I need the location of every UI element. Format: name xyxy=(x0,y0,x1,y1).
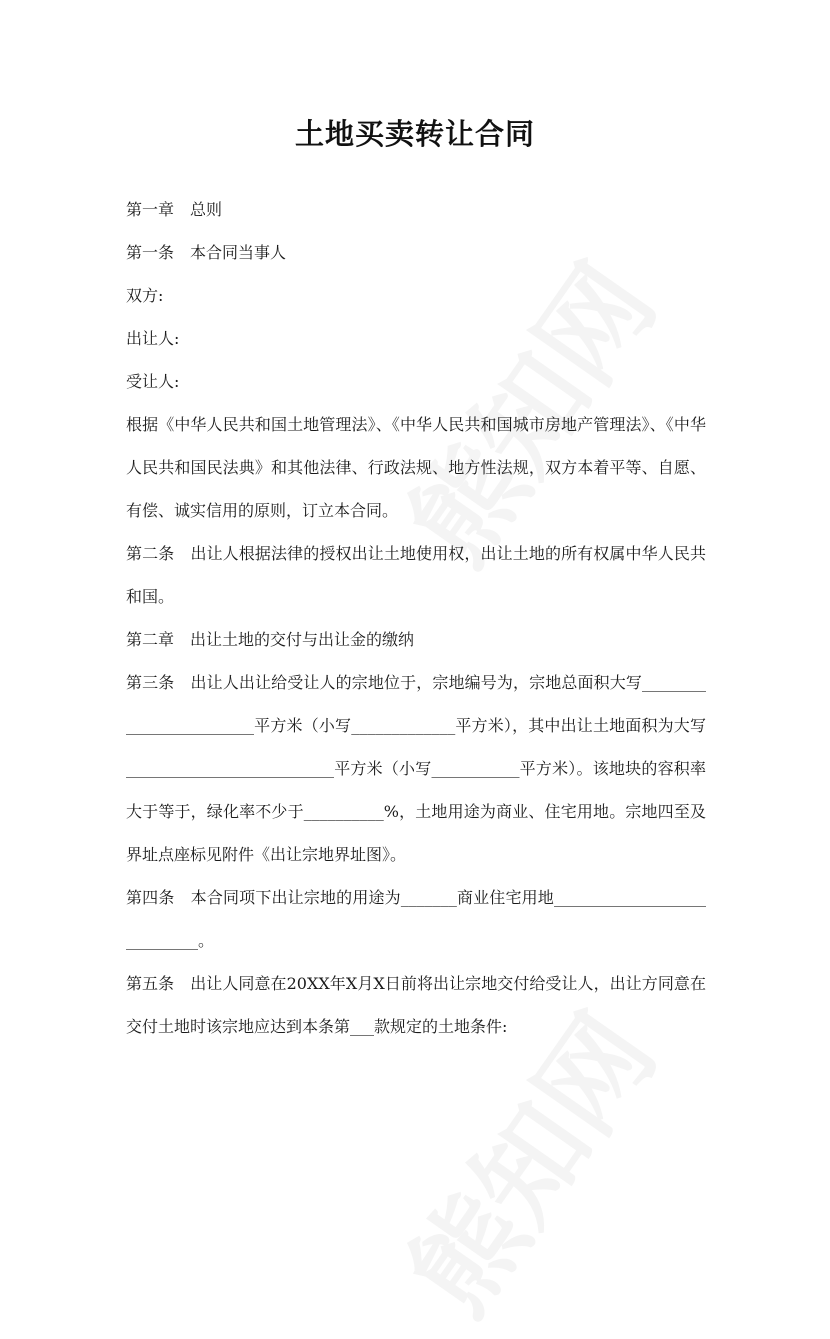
article-label: 第一条 xyxy=(126,243,175,262)
article-label: 第五条 xyxy=(126,974,175,993)
article xyxy=(126,661,706,876)
article-label: 第三条 xyxy=(126,673,175,692)
article xyxy=(126,532,706,618)
article-label: 第二条 xyxy=(126,544,175,563)
document-body xyxy=(126,188,706,1048)
chapter-label: 第二章 xyxy=(126,630,175,649)
article-label: 第四条 xyxy=(126,888,175,907)
paragraph-parties: 双方: xyxy=(126,286,164,305)
article-text: 出让人同意在20XX年X月X日前将出让宗地交付给受让人，出让方同意在交付土地时该宗地应达到本条第___款规定的土地条件: xyxy=(126,974,706,1036)
article xyxy=(126,962,706,1048)
article-text: 出让人根据法律的授权出让土地使用权，出让土地的所有权属中华人民共和国。 xyxy=(126,544,706,606)
chapter-heading xyxy=(126,618,706,661)
article-text: 本合同当事人 xyxy=(190,243,287,262)
chapter-heading xyxy=(126,188,706,231)
paragraph-transferee: 受让人: xyxy=(126,372,180,391)
chapter-title: 总则 xyxy=(190,200,223,219)
chapter-label: 第一章 xyxy=(126,200,175,219)
paragraph-transferor: 出让人: xyxy=(126,329,180,348)
article xyxy=(126,876,706,962)
article xyxy=(126,231,706,274)
paragraph-basis: 根据《中华人民共和国土地管理法》、《中华人民共和国城市房地产管理法》、《中华人民共和国民法典》和其他法律、行政法规、地方性法规，双方本着平等、自愿、有偿、诚实信用的原则，订立本合同。 xyxy=(126,415,706,520)
chapter-title: 出让土地的交付与出让金的缴纳 xyxy=(190,630,415,649)
article-text: 出让人出让给受让人的宗地位于，宗地编号为，宗地总面积大写________________________平方米（小写_____________平方米），其中出让土地面积为大写__________________________平方米（小写___________平方米）。该地块的容积率大于等于，绿化率不少于__________%，土地用途为商业、住宅用地。宗地四至及界址点座标见附件《出让宗地界址图》。 xyxy=(126,673,706,864)
document-title: 土地买卖转让合同 xyxy=(294,117,535,151)
article-text: 本合同项下出让宗地的用途为_______商业住宅用地____________________________。 xyxy=(126,888,706,950)
